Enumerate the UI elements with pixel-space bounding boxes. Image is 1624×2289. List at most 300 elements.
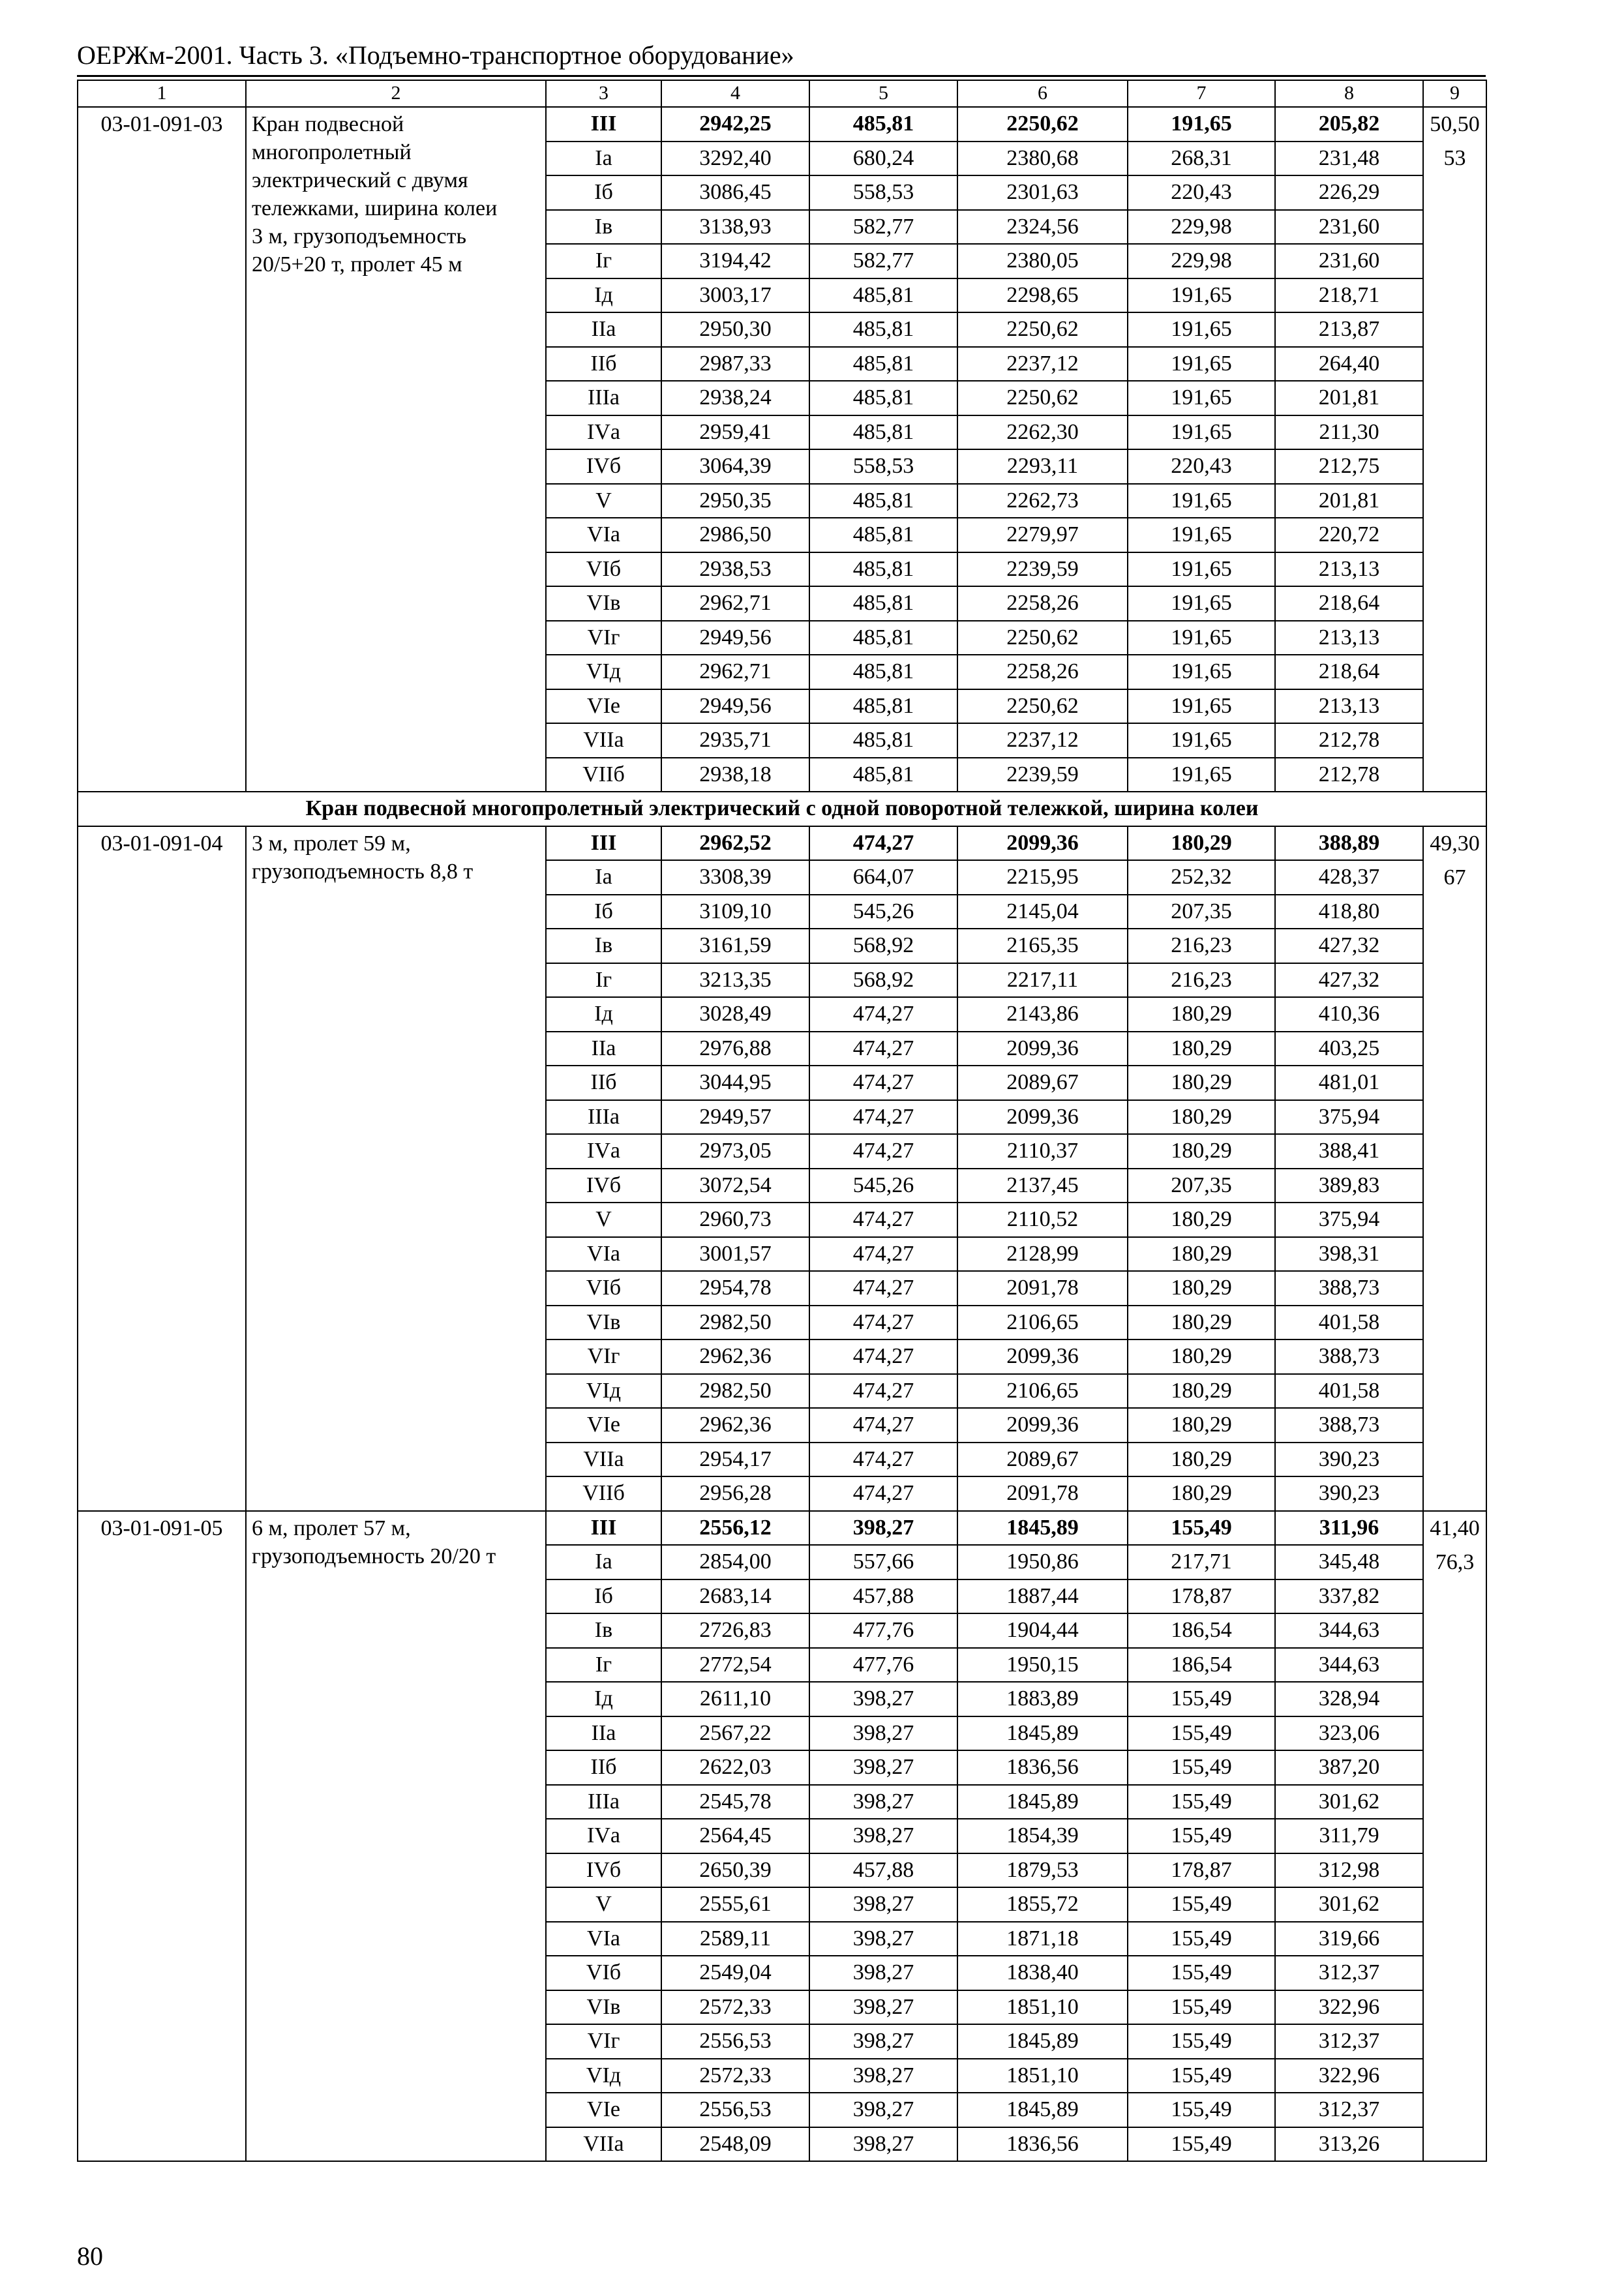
value-cell: 191,65: [1128, 347, 1275, 382]
description-line: 6 м, пролет 57 м,: [252, 1516, 411, 1540]
value-cell: 3109,10: [661, 895, 809, 929]
value-cell: 485,81: [809, 278, 957, 313]
value-cell: 485,81: [809, 723, 957, 758]
value-cell: 191,65: [1128, 312, 1275, 347]
value-cell: 485,81: [809, 655, 957, 689]
value-cell: 1854,39: [957, 1819, 1128, 1853]
zone-cell: VIIа: [546, 1443, 661, 1477]
value-cell: 389,83: [1275, 1169, 1423, 1203]
value-cell: 2089,67: [957, 1066, 1128, 1100]
value-cell: 191,65: [1128, 689, 1275, 724]
description-line: грузоподъемность 20/20 т: [252, 1544, 496, 1568]
zone-cell: VIб: [546, 552, 661, 587]
value-cell: 2099,36: [957, 1339, 1128, 1374]
value-cell: 2954,17: [661, 1443, 809, 1477]
value-cell: 375,94: [1275, 1100, 1423, 1135]
value-cell: 2091,78: [957, 1271, 1128, 1306]
value-cell: 474,27: [809, 997, 957, 1032]
value-cell: 2165,35: [957, 929, 1128, 963]
value-cell: 207,35: [1128, 1169, 1275, 1203]
index-values: [1423, 107, 1486, 792]
value-cell: 485,81: [809, 347, 957, 382]
value-cell: 558,53: [809, 175, 957, 210]
value-cell: 191,65: [1128, 484, 1275, 518]
description-line: 3 м, грузоподъемность: [252, 224, 466, 248]
value-cell: 485,81: [809, 312, 957, 347]
page-number: 80: [77, 2241, 103, 2271]
value-cell: 155,49: [1128, 1819, 1275, 1853]
value-cell: 398,27: [809, 1511, 957, 1546]
zone-cell: VIв: [546, 1990, 661, 2025]
value-cell: 474,27: [809, 1408, 957, 1443]
value-cell: 2215,95: [957, 860, 1128, 895]
value-cell: 213,13: [1275, 621, 1423, 655]
value-cell: 311,79: [1275, 1819, 1423, 1853]
value-cell: 312,37: [1275, 2093, 1423, 2127]
value-cell: 474,27: [809, 1443, 957, 1477]
zone-cell: IIIа: [546, 381, 661, 415]
rate-description: [246, 826, 546, 1511]
value-cell: 2962,71: [661, 586, 809, 621]
value-cell: 2301,63: [957, 175, 1128, 210]
value-cell: 268,31: [1128, 142, 1275, 176]
value-cell: 477,76: [809, 1648, 957, 1683]
value-cell: 2556,53: [661, 2093, 809, 2127]
value-cell: 474,27: [809, 1306, 957, 1340]
value-cell: 328,94: [1275, 1682, 1423, 1716]
value-cell: 201,81: [1275, 381, 1423, 415]
zone-cell: VIа: [546, 1237, 661, 1272]
value-cell: 474,27: [809, 1134, 957, 1169]
description-line: грузоподъемность 8,8 т: [252, 859, 474, 884]
value-cell: 1904,44: [957, 1613, 1128, 1648]
value-cell: 211,30: [1275, 415, 1423, 450]
column-number: 4: [661, 80, 809, 107]
subheading-row: [78, 792, 1486, 826]
value-cell: 191,65: [1128, 381, 1275, 415]
zone-cell: VIг: [546, 2024, 661, 2059]
description-line: Кран подвесной: [252, 112, 404, 136]
value-cell: 180,29: [1128, 1339, 1275, 1374]
value-cell: 191,65: [1128, 723, 1275, 758]
value-cell: 344,63: [1275, 1648, 1423, 1683]
value-cell: 2258,26: [957, 655, 1128, 689]
value-cell: 2976,88: [661, 1032, 809, 1066]
value-cell: 191,65: [1128, 655, 1275, 689]
zone-cell: VIд: [546, 1374, 661, 1409]
value-cell: 191,65: [1128, 415, 1275, 450]
value-cell: 1845,89: [957, 2093, 1128, 2127]
zone-cell: VIв: [546, 1306, 661, 1340]
value-cell: 191,65: [1128, 552, 1275, 587]
zone-cell: IIа: [546, 1716, 661, 1751]
value-cell: 2572,33: [661, 1990, 809, 2025]
zone-cell: Iа: [546, 1545, 661, 1579]
zone-cell: Iд: [546, 278, 661, 313]
value-cell: 178,87: [1128, 1579, 1275, 1614]
value-cell: 155,49: [1128, 1750, 1275, 1785]
value-cell: 2137,45: [957, 1169, 1128, 1203]
value-cell: 218,64: [1275, 586, 1423, 621]
zone-cell: IIIа: [546, 1785, 661, 1819]
value-cell: 428,37: [1275, 860, 1423, 895]
description-line: многопролетный: [252, 140, 412, 164]
column-number: 2: [246, 80, 546, 107]
value-cell: 398,27: [809, 2059, 957, 2093]
value-cell: 582,77: [809, 210, 957, 245]
value-cell: 218,71: [1275, 278, 1423, 313]
value-cell: 264,40: [1275, 347, 1423, 382]
value-cell: 155,49: [1128, 2059, 1275, 2093]
zone-cell: VIе: [546, 689, 661, 724]
value-cell: 2556,12: [661, 1511, 809, 1546]
value-cell: 180,29: [1128, 1237, 1275, 1272]
value-cell: 3003,17: [661, 278, 809, 313]
value-cell: 2683,14: [661, 1579, 809, 1614]
value-cell: 474,27: [809, 1374, 957, 1409]
value-cell: 155,49: [1128, 1716, 1275, 1751]
value-cell: 2854,00: [661, 1545, 809, 1579]
value-cell: 155,49: [1128, 2024, 1275, 2059]
value-cell: 205,82: [1275, 107, 1423, 142]
value-cell: 2099,36: [957, 1408, 1128, 1443]
value-cell: 2110,52: [957, 1203, 1128, 1237]
value-cell: 2250,62: [957, 689, 1128, 724]
zone-cell: IIа: [546, 1032, 661, 1066]
value-cell: 301,62: [1275, 1887, 1423, 1922]
zone-cell: VIа: [546, 518, 661, 552]
value-cell: 568,92: [809, 929, 957, 963]
value-cell: 485,81: [809, 689, 957, 724]
value-cell: 345,48: [1275, 1545, 1423, 1579]
value-cell: 3086,45: [661, 175, 809, 210]
zone-cell: VIб: [546, 1956, 661, 1990]
table-row: [78, 826, 1486, 861]
zone-cell: Iд: [546, 997, 661, 1032]
value-cell: 390,23: [1275, 1476, 1423, 1511]
value-cell: 398,27: [809, 1990, 957, 2025]
value-cell: 2143,86: [957, 997, 1128, 1032]
column-number: 1: [78, 80, 246, 107]
zone-cell: VIIа: [546, 2127, 661, 2162]
value-cell: 2250,62: [957, 107, 1128, 142]
zone-cell: VIб: [546, 1271, 661, 1306]
value-cell: 180,29: [1128, 1271, 1275, 1306]
zone-cell: IIб: [546, 347, 661, 382]
value-cell: 2089,67: [957, 1443, 1128, 1477]
value-cell: 213,13: [1275, 689, 1423, 724]
zone-cell: Iг: [546, 963, 661, 998]
value-cell: 398,27: [809, 1750, 957, 1785]
value-cell: 474,27: [809, 1032, 957, 1066]
value-cell: 252,32: [1128, 860, 1275, 895]
value-cell: 398,27: [809, 2024, 957, 2059]
value-cell: 218,64: [1275, 655, 1423, 689]
rate-code: 03-01-091-05: [78, 1511, 246, 2162]
table-row: [78, 1511, 1486, 1546]
rate-code: 03-01-091-03: [78, 107, 246, 792]
value-cell: 2726,83: [661, 1613, 809, 1648]
value-cell: 3001,57: [661, 1237, 809, 1272]
value-cell: 311,96: [1275, 1511, 1423, 1546]
value-cell: 216,23: [1128, 963, 1275, 998]
value-cell: 474,27: [809, 1066, 957, 1100]
zone-cell: Iд: [546, 1682, 661, 1716]
value-cell: 319,66: [1275, 1922, 1423, 1956]
value-cell: 312,37: [1275, 1956, 1423, 1990]
value-cell: 474,27: [809, 1476, 957, 1511]
value-cell: 231,60: [1275, 210, 1423, 245]
page-header: ОЕРЖм-2001. Часть 3. «Подъемно-транспортное оборудование»: [77, 40, 794, 70]
value-cell: 1950,15: [957, 1648, 1128, 1683]
value-cell: 398,27: [809, 1716, 957, 1751]
value-cell: 558,53: [809, 449, 957, 484]
value-cell: 2962,36: [661, 1408, 809, 1443]
value-cell: 568,92: [809, 963, 957, 998]
value-cell: 582,77: [809, 244, 957, 278]
zone-cell: IVа: [546, 415, 661, 450]
value-cell: 2239,59: [957, 552, 1128, 587]
value-cell: 680,24: [809, 142, 957, 176]
value-cell: 474,27: [809, 826, 957, 861]
value-cell: 2380,68: [957, 142, 1128, 176]
value-cell: 2611,10: [661, 1682, 809, 1716]
zone-cell: V: [546, 1887, 661, 1922]
value-cell: 231,60: [1275, 244, 1423, 278]
zone-cell: VIIб: [546, 758, 661, 792]
value-cell: 180,29: [1128, 1306, 1275, 1340]
value-cell: 388,41: [1275, 1134, 1423, 1169]
value-cell: 180,29: [1128, 1100, 1275, 1135]
value-cell: 427,32: [1275, 963, 1423, 998]
value-cell: 2556,53: [661, 2024, 809, 2059]
value-cell: 2942,25: [661, 107, 809, 142]
rate-code: 03-01-091-04: [78, 826, 246, 1511]
value-cell: 474,27: [809, 1203, 957, 1237]
value-cell: 191,65: [1128, 758, 1275, 792]
value-cell: 2962,71: [661, 655, 809, 689]
value-cell: 191,65: [1128, 107, 1275, 142]
value-cell: 410,36: [1275, 997, 1423, 1032]
value-cell: 2973,05: [661, 1134, 809, 1169]
value-cell: 474,27: [809, 1100, 957, 1135]
value-cell: 474,27: [809, 1271, 957, 1306]
value-cell: 312,37: [1275, 2024, 1423, 2059]
zone-cell: VIа: [546, 1922, 661, 1956]
value-cell: 398,27: [809, 1682, 957, 1716]
value-cell: 2949,56: [661, 689, 809, 724]
value-cell: 229,98: [1128, 210, 1275, 245]
column-number: 6: [957, 80, 1128, 107]
value-cell: 226,29: [1275, 175, 1423, 210]
value-cell: 2987,33: [661, 347, 809, 382]
zone-cell: Iб: [546, 1579, 661, 1614]
table-row: [78, 107, 1486, 142]
value-cell: 180,29: [1128, 1408, 1275, 1443]
zone-cell: Iв: [546, 210, 661, 245]
value-cell: 220,72: [1275, 518, 1423, 552]
value-cell: 485,81: [809, 621, 957, 655]
value-cell: 403,25: [1275, 1032, 1423, 1066]
index-value: 67: [1443, 865, 1466, 890]
value-cell: 180,29: [1128, 826, 1275, 861]
description-line: электрический с двумя: [252, 168, 468, 192]
value-cell: 485,81: [809, 758, 957, 792]
index-value: 53: [1443, 146, 1466, 170]
value-cell: 2548,09: [661, 2127, 809, 2162]
zone-cell: VIд: [546, 655, 661, 689]
value-cell: 485,81: [809, 518, 957, 552]
value-cell: 301,62: [1275, 1785, 1423, 1819]
value-cell: 212,78: [1275, 723, 1423, 758]
value-cell: 457,88: [809, 1579, 957, 1614]
value-cell: 2960,73: [661, 1203, 809, 1237]
value-cell: 2962,36: [661, 1339, 809, 1374]
value-cell: 2258,26: [957, 586, 1128, 621]
value-cell: 1950,86: [957, 1545, 1128, 1579]
value-cell: 2959,41: [661, 415, 809, 450]
zone-cell: V: [546, 1203, 661, 1237]
value-cell: 178,87: [1128, 1853, 1275, 1888]
value-cell: 155,49: [1128, 1922, 1275, 1956]
value-cell: 474,27: [809, 1237, 957, 1272]
value-cell: 398,27: [809, 2127, 957, 2162]
value-cell: 231,48: [1275, 142, 1423, 176]
zone-cell: IIб: [546, 1066, 661, 1100]
value-cell: 313,26: [1275, 2127, 1423, 2162]
value-cell: 2567,22: [661, 1716, 809, 1751]
value-cell: 213,87: [1275, 312, 1423, 347]
value-cell: 1871,18: [957, 1922, 1128, 1956]
value-cell: 3044,95: [661, 1066, 809, 1100]
value-cell: 220,43: [1128, 449, 1275, 484]
value-cell: 2099,36: [957, 1032, 1128, 1066]
value-cell: 344,63: [1275, 1613, 1423, 1648]
zone-cell: VIIб: [546, 1476, 661, 1511]
value-cell: 212,78: [1275, 758, 1423, 792]
value-cell: 2950,30: [661, 312, 809, 347]
value-cell: 180,29: [1128, 1374, 1275, 1409]
value-cell: 2237,12: [957, 723, 1128, 758]
value-cell: 180,29: [1128, 1066, 1275, 1100]
rates-table-body: [78, 80, 1486, 2161]
value-cell: 457,88: [809, 1853, 957, 1888]
value-cell: 1845,89: [957, 1511, 1128, 1546]
section-subheading: Кран подвесной многопролетный электрический с одной поворотной тележкой, ширина колеи: [78, 792, 1486, 826]
zone-cell: Iб: [546, 895, 661, 929]
value-cell: 220,43: [1128, 175, 1275, 210]
value-cell: 155,49: [1128, 1990, 1275, 2025]
value-cell: 2262,30: [957, 415, 1128, 450]
value-cell: 485,81: [809, 586, 957, 621]
value-cell: 1851,10: [957, 1990, 1128, 2025]
value-cell: 2935,71: [661, 723, 809, 758]
value-cell: 2938,53: [661, 552, 809, 587]
value-cell: 180,29: [1128, 1032, 1275, 1066]
value-cell: 664,07: [809, 860, 957, 895]
value-cell: 155,49: [1128, 1956, 1275, 1990]
zone-cell: IVа: [546, 1819, 661, 1853]
value-cell: 2954,78: [661, 1271, 809, 1306]
value-cell: 2982,50: [661, 1306, 809, 1340]
value-cell: 2549,04: [661, 1956, 809, 1990]
zone-cell: IVб: [546, 449, 661, 484]
value-cell: 2324,56: [957, 210, 1128, 245]
value-cell: 2555,61: [661, 1887, 809, 1922]
value-cell: 2298,65: [957, 278, 1128, 313]
value-cell: 180,29: [1128, 1476, 1275, 1511]
zone-cell: III: [546, 826, 661, 861]
value-cell: 180,29: [1128, 1443, 1275, 1477]
value-cell: 191,65: [1128, 518, 1275, 552]
value-cell: 1855,72: [957, 1887, 1128, 1922]
value-cell: 3308,39: [661, 860, 809, 895]
value-cell: 229,98: [1128, 244, 1275, 278]
index-values: [1423, 1511, 1486, 2162]
value-cell: 2622,03: [661, 1750, 809, 1785]
zone-cell: VIг: [546, 1339, 661, 1374]
value-cell: 3064,39: [661, 449, 809, 484]
value-cell: 191,65: [1128, 586, 1275, 621]
value-cell: 1887,44: [957, 1579, 1128, 1614]
value-cell: 2110,37: [957, 1134, 1128, 1169]
value-cell: 398,27: [809, 1819, 957, 1853]
value-cell: 323,06: [1275, 1716, 1423, 1751]
value-cell: 398,27: [809, 1887, 957, 1922]
value-cell: 485,81: [809, 552, 957, 587]
value-cell: 2239,59: [957, 758, 1128, 792]
zone-cell: V: [546, 484, 661, 518]
index-value: 49,30: [1430, 831, 1480, 856]
value-cell: 322,96: [1275, 1990, 1423, 2025]
zone-cell: Iв: [546, 1613, 661, 1648]
value-cell: 2949,56: [661, 621, 809, 655]
value-cell: 201,81: [1275, 484, 1423, 518]
value-cell: 1845,89: [957, 1716, 1128, 1751]
zone-cell: IIб: [546, 1750, 661, 1785]
value-cell: 2772,54: [661, 1648, 809, 1683]
index-value: 76,3: [1435, 1549, 1475, 1574]
value-cell: 557,66: [809, 1545, 957, 1579]
value-cell: 155,49: [1128, 1887, 1275, 1922]
value-cell: 1838,40: [957, 1956, 1128, 1990]
value-cell: 155,49: [1128, 1785, 1275, 1819]
value-cell: 481,01: [1275, 1066, 1423, 1100]
value-cell: 180,29: [1128, 1134, 1275, 1169]
value-cell: 2564,45: [661, 1819, 809, 1853]
value-cell: 2106,65: [957, 1306, 1128, 1340]
value-cell: 207,35: [1128, 895, 1275, 929]
zone-cell: VIе: [546, 1408, 661, 1443]
value-cell: 2279,97: [957, 518, 1128, 552]
value-cell: 155,49: [1128, 2093, 1275, 2127]
value-cell: 186,54: [1128, 1613, 1275, 1648]
zone-cell: IVб: [546, 1853, 661, 1888]
zone-cell: IVа: [546, 1134, 661, 1169]
value-cell: 2145,04: [957, 895, 1128, 929]
value-cell: 155,49: [1128, 1682, 1275, 1716]
value-cell: 3213,35: [661, 963, 809, 998]
zone-cell: IIIа: [546, 1100, 661, 1135]
value-cell: 3292,40: [661, 142, 809, 176]
value-cell: 1879,53: [957, 1853, 1128, 1888]
value-cell: 191,65: [1128, 278, 1275, 313]
value-cell: 2545,78: [661, 1785, 809, 1819]
value-cell: 2572,33: [661, 2059, 809, 2093]
zone-cell: Iг: [546, 1648, 661, 1683]
value-cell: 213,13: [1275, 552, 1423, 587]
value-cell: 485,81: [809, 381, 957, 415]
